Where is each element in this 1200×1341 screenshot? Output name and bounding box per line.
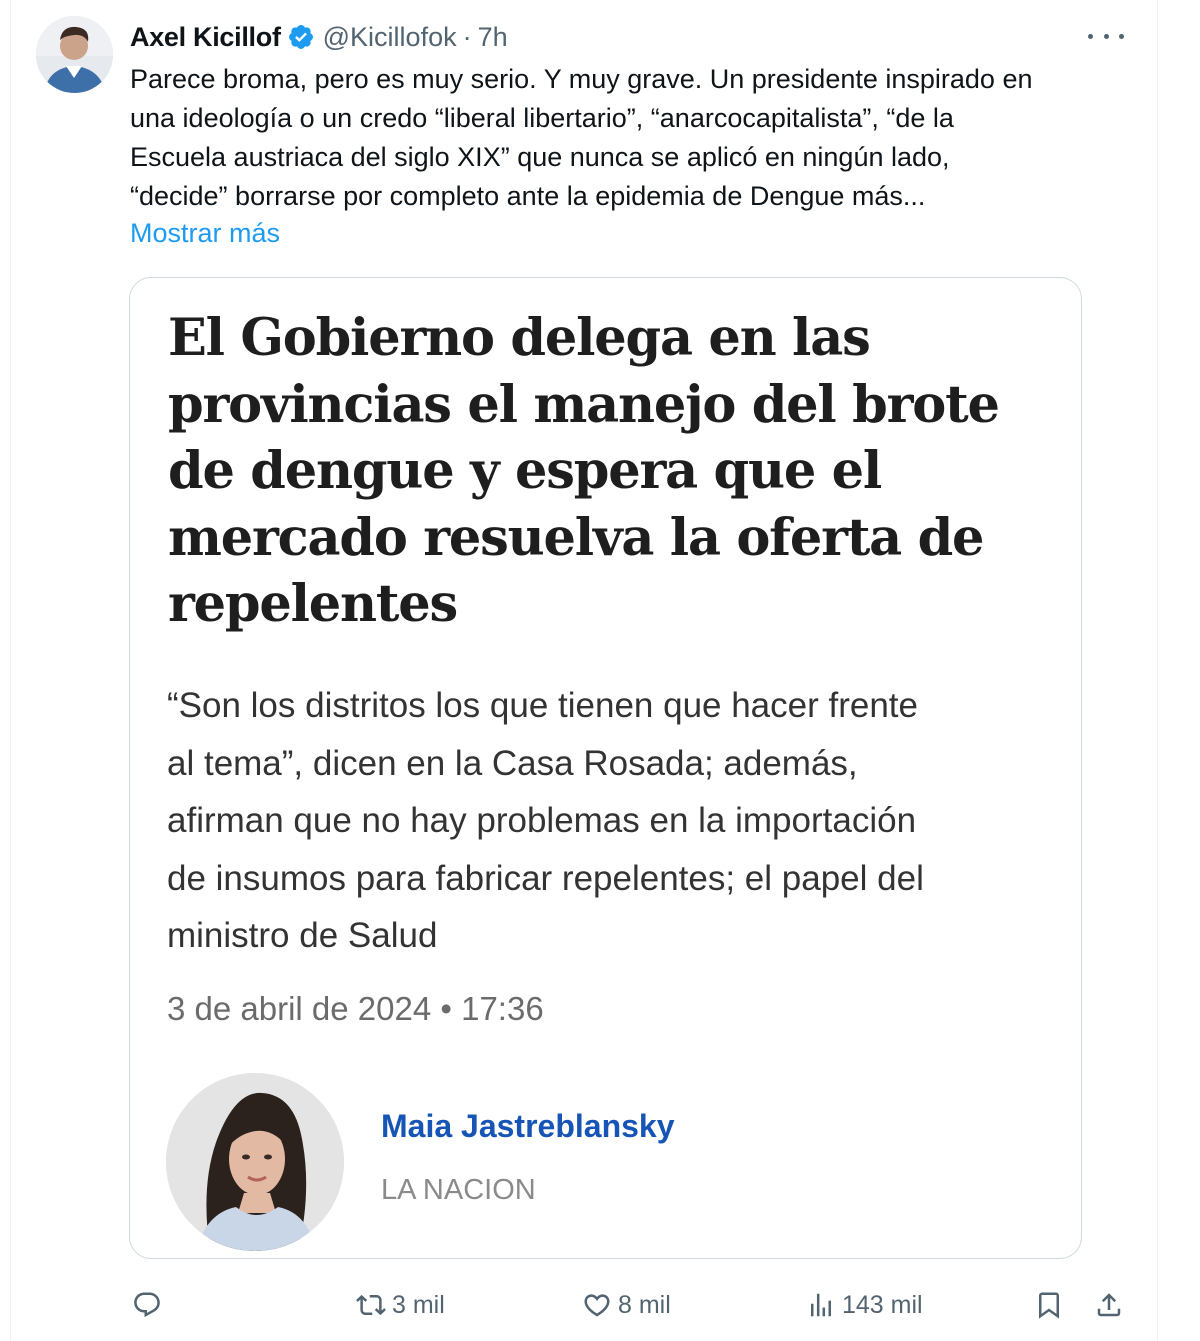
retweet-icon: [356, 1290, 386, 1320]
verified-badge-icon: [287, 23, 315, 51]
subhead-line: ministro de Salud: [167, 916, 438, 955]
header-separator: ·: [462, 21, 472, 52]
headline-line: de dengue y espera que el: [168, 441, 882, 501]
subhead-line: al tema”, dicen en la Casa Rosada; además,: [167, 743, 858, 783]
tweet-text-line: Escuela austriaca del siglo XIX” que nunca se aplicó en ningún lado,: [130, 142, 950, 172]
tweet-text-line: Parece broma, pero es muy serio. Y muy grave. Un presidente inspirado en: [130, 64, 1033, 94]
subhead-line: afirman que no hay problemas en la importación: [167, 801, 917, 840]
article-headline[interactable]: [168, 305, 1048, 638]
subhead-line: “Son los distritos los que tienen que hacer frente: [167, 686, 918, 725]
subhead-line: de insumos para fabricar repelentes; el papel del: [167, 858, 924, 898]
reply-button[interactable]: [132, 1282, 162, 1328]
more-options-icon[interactable]: [1088, 22, 1124, 50]
bookmark-button[interactable]: [1034, 1282, 1064, 1328]
like-count: 8 mil: [618, 1290, 671, 1319]
share-icon: [1094, 1290, 1124, 1320]
retweet-button[interactable]: [356, 1282, 445, 1328]
bookmark-icon: [1034, 1290, 1064, 1320]
show-more-link[interactable]: Mostrar más: [130, 218, 281, 248]
article-date: 3 de abril de 2024 • 17:36: [167, 990, 544, 1027]
tweet-header: [130, 18, 508, 56]
frame-right-border: [1157, 0, 1158, 1341]
reply-icon: [132, 1290, 162, 1320]
headline-line: mercado resuelva la oferta de: [168, 507, 984, 568]
views-chart-icon: [806, 1290, 836, 1320]
share-button[interactable]: [1094, 1282, 1124, 1328]
author-name[interactable]: Axel Kicillof: [130, 21, 281, 52]
tweet-timestamp[interactable]: 7h: [477, 21, 508, 52]
like-button[interactable]: [582, 1282, 671, 1328]
headline-line: provincias el manejo del brote: [168, 374, 999, 435]
heart-icon: [582, 1290, 612, 1320]
headline-line: repelentes: [168, 574, 458, 634]
tweet-actions-bar: [0, 1282, 1200, 1328]
author-avatar[interactable]: [36, 16, 113, 93]
author-handle[interactable]: @Kicillofok: [322, 21, 457, 52]
author-photo-image: [166, 1073, 344, 1251]
views-count: 143 mil: [842, 1290, 923, 1319]
article-author-photo: [166, 1073, 344, 1251]
headline-line: El Gobierno delega en las: [168, 308, 870, 368]
article-author-link[interactable]: Maia Jastreblansky: [381, 1108, 675, 1144]
views-button[interactable]: [806, 1282, 923, 1328]
article-outlet: LA NACION: [381, 1174, 536, 1206]
tweet-text-line: una ideología o un credo “liberal libertario”, “anarcocapitalista”, “de la: [130, 103, 954, 133]
frame-left-border: [10, 0, 11, 1341]
avatar-image: [36, 16, 113, 93]
article-subheadline: [167, 677, 1057, 965]
tweet-text: [130, 60, 1130, 216]
retweet-count: 3 mil: [392, 1290, 445, 1319]
tweet-text-line: “decide” borrarse por completo ante la epidemia de Dengue más...: [130, 181, 926, 211]
